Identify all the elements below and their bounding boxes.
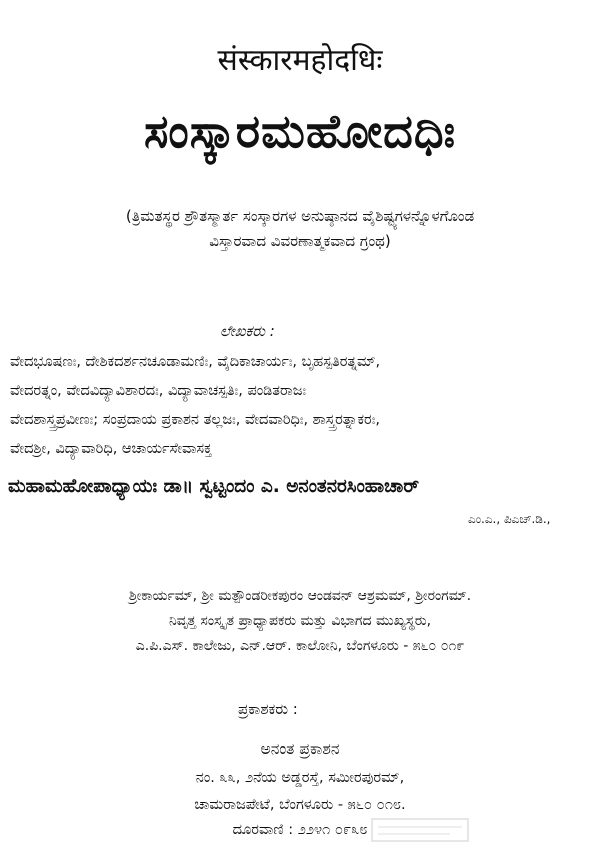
publisher-phone: ದೂರವಾಣಿ : ೨೨೪೧ ೦೯೩೮ [232,822,368,838]
author-name: ಮಹಾಮಹೋಪಾಧ್ಯಾಯಃ ಡಾ॥ ಸ್ವಟ್ಟಂದಂ ಎ. ಅನಂತನರಸಿಂಹಾಚಾರ್ [8,476,420,497]
sanskrit-title: संस्कारमहोदधिः [217,43,383,78]
publisher-name: ಅನಂತ ಪ್ರಕಾಶನ [260,740,340,758]
author-label: ಲೇಖಕರು : [220,322,275,340]
subtitle-line-1: (ತ್ರಿಮತಸ್ಥರ ಶ್ರೌತಸ್ಮಾರ್ತ ಸಂಸ್ಕಾರಗಳ ಅನುಷ್ಠಾನದ ವೈಶಿಷ್ಟ್ಯಗಳನ್ನೊಳಗೊಂಡ [125,207,475,225]
author-title-line-4: ವೇದಶ್ರೀ, ವಿದ್ಯಾವಾರಿಧಿ, ಆಚಾರ್ಯಸೇವಾಸಕ್ತ [10,441,212,457]
subtitle-line-2: ವಿಸ್ತಾರವಾದ ವಿವರಣಾತ್ಮಕವಾದ ಗ್ರಂಥ) [209,232,391,250]
author-degrees: ಎಂ.ಎ., ಪಿಎಚ್.ಡಿ., [468,512,551,526]
faded-stamp-mark [370,815,470,845]
affiliation-line-1: ಶ್ರೀಕಾರ್ಯಮ್, ಶ್ರೀ ಮತ್ಪೌಂಡರೀಕಪುರಂ ಆಂಡವನ್ ಆಶ್ರಮಮ್, ಶ್ರೀರಂಗಮ್. [128,588,472,604]
author-title-line-1: ವೇದಭೂಷಣಃ, ದೇಶಿಕದರ್ಶನಚೂಡಾಮಣಿಃ, ವೈದಿಕಾಚಾರ್ಯಃ, ಬೃಹಸ್ಪತಿರತ್ನಮ್, [10,354,381,370]
author-title-line-2: ವೇದರತ್ನಂ, ವೇದವಿದ್ಯಾವಿಶಾರದಃ, ವಿದ್ಯಾವಾಚಸ್ಪತಿಃ, ಪಂಡಿತರಾಜಃ [10,383,307,399]
publisher-address-line-1: ನಂ. ೩೩, ೨ನೆಯ ಅಡ್ಡರಸ್ತೆ, ಸಮೀರಪುರಮ್, [195,770,405,786]
author-title-line-3: ವೇದಶಾಸ್ತ್ರಪ್ರವೀಣಃ; ಸಂಪ್ರದಾಯ ಪ್ರಕಾಶನ ತಲ್ಲಜಃ, ವೇದವಾರಿಧಿಃ, ಶಾಸ್ತ್ರರತ್ನಾಕರಃ, [10,412,380,428]
kannada-title: ಸಂಸ್ಕಾರಮಹೋದಧಿಃ [143,104,457,158]
affiliation-line-3: ಎ.ಪಿ.ಎಸ್. ಕಾಲೇಜು, ಎನ್.ಆರ್. ಕಾಲೋನಿ, ಬೆಂಗಳೂರು - ೫೬೦ ೦೧೯ [135,638,465,654]
publisher-label: ಪ್ರಕಾಶಕರು : [238,700,298,718]
affiliation-line-2: ನಿವೃತ್ತ ಸಂಸ್ಕೃತ ಪ್ರಾಧ್ಯಾಪಕರು ಮತ್ತು ವಿಭಾಗದ ಮುಖ್ಯಸ್ಥರು, [168,613,432,629]
publisher-address-line-2: ಚಾಮರಾಜಪೇಟೆ, ಬೆಂಗಳೂರು - ೫೬೦ ೦೧೮. [194,797,406,813]
